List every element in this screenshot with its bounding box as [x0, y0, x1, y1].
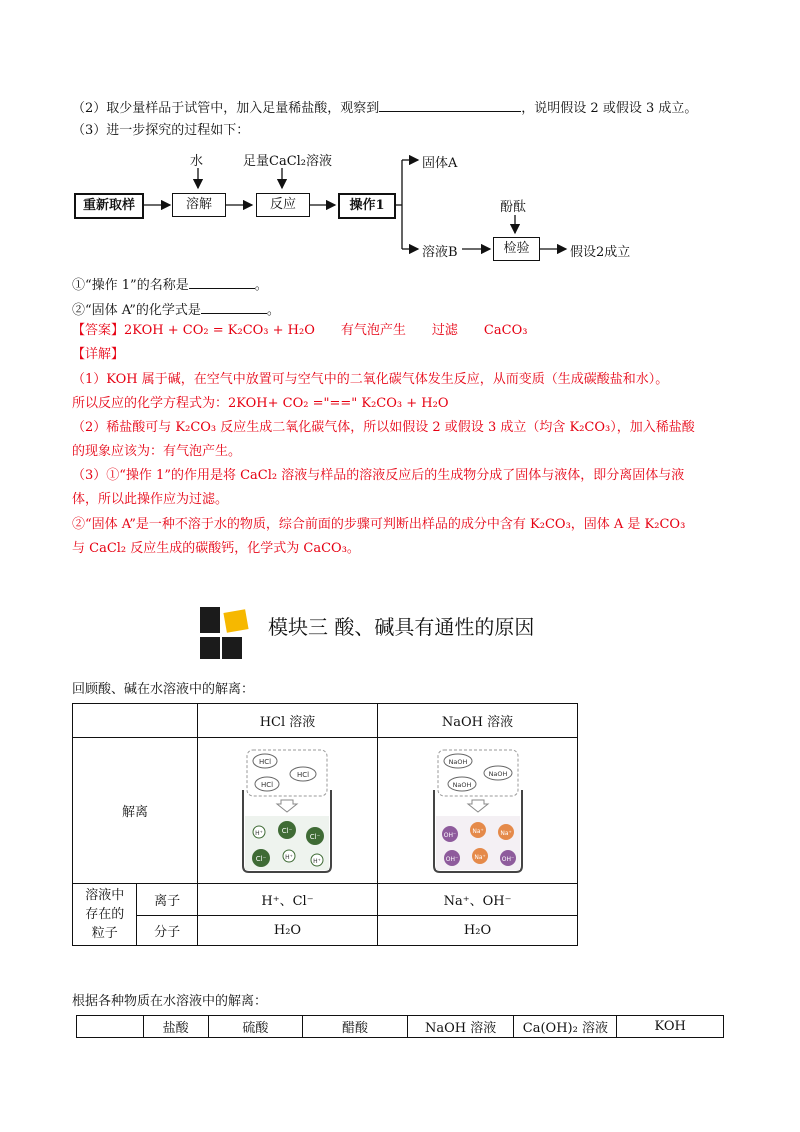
hcl-molecule-label: HCl [261, 780, 274, 789]
hydrogen-ion-label: H⁺ [313, 857, 322, 865]
sub-question-1-suffix: 。 [254, 278, 268, 293]
header-naoh: NaOH 溶液 [378, 704, 578, 738]
section-logo-icon [198, 603, 258, 665]
header-naoh-solution: NaOH 溶液 [407, 1016, 514, 1038]
answer-2: 有气泡产生 [340, 323, 406, 338]
detail-line-8: 与 CaCl₂ 反应生成的碳酸钙，化学式为 CaCO₃。 [72, 541, 360, 556]
hydrogen-ion-label: H⁺ [255, 829, 264, 837]
header-sulfuric-acid: 硫酸 [208, 1016, 303, 1038]
hcl-beaker-diagram [237, 746, 337, 876]
particles-group-label [73, 884, 137, 946]
detail-line-3: （2）稀盐酸可与 K₂CO₃ 反应生成二氧化碳气体，所以如假设 2 或假设 3 成立（均含 K₂CO₃），加入稀盐酸 [72, 420, 695, 435]
naoh-molecules-cell: H₂O [378, 916, 578, 946]
row-ions-label: 离子 [137, 884, 197, 916]
dissociation-table [72, 703, 578, 946]
naoh-dissociation-diagram [378, 738, 578, 884]
detail-line-7: ②“固体 A”是一种不溶于水的物质，综合前面的步骤可判断出样品的成分中含有 K₂CO₃，固体 A 是 K₂CO₃ [72, 517, 686, 532]
table-corner [73, 704, 198, 738]
answer-equation: 2KOH + CO₂ = K₂CO₃ + H₂O [124, 323, 315, 338]
resample-box: 重新取样 [74, 193, 144, 219]
answer-line [72, 322, 527, 340]
sub-question-1-prefix: ①“操作 1”的名称是 [72, 278, 189, 293]
answer-label: 【答案】 [72, 323, 125, 338]
water-label: 水 [190, 154, 204, 169]
particles-group-line: 溶液中 [85, 888, 125, 903]
solid-a-label: 固体A [422, 156, 458, 171]
header-acetic-acid: 醋酸 [303, 1016, 408, 1038]
cacl2-label: 足量CaCl₂溶液 [243, 154, 333, 169]
recall-text: 回顾酸、碱在水溶液中的解离： [72, 682, 255, 697]
header-caoh2-solution: Ca(OH)₂ 溶液 [514, 1016, 617, 1038]
answer-3: 过滤 [431, 323, 458, 338]
question-2-prefix: （2）取少量样品于试管中，加入足量稀盐酸，观察到 [72, 101, 380, 116]
substances-table [76, 1015, 724, 1038]
question-3: （3）进一步探究的过程如下： [72, 123, 250, 138]
hcl-ions-cell: H⁺、Cl⁻ [197, 884, 377, 916]
particles-group-line: 粒子 [91, 926, 118, 941]
hcl-molecule-label: HCl [297, 770, 310, 779]
naoh-beaker-diagram [428, 746, 528, 876]
hydroxide-ion-label: OH⁻ [445, 855, 458, 863]
particles-group-line: 存在的 [85, 907, 125, 922]
detail-line-4: 的现象应该为：有气泡产生。 [72, 444, 242, 459]
hcl-molecule-label: HCl [259, 757, 272, 766]
hypothesis2-label: 假设2成立 [570, 245, 631, 260]
row-molecules-label: 分子 [137, 916, 197, 946]
detail-line-6: 体，所以此操作应为过滤。 [72, 492, 229, 507]
sub-question-2-suffix: 。 [266, 303, 280, 318]
answer-4: CaCO₃ [483, 323, 528, 338]
row-dissociation-label: 解离 [73, 738, 198, 884]
detail-label: 【详解】 [72, 347, 125, 362]
answer-blank[interactable] [189, 275, 255, 289]
react-box: 反应 [256, 193, 310, 217]
hydroxide-ion-label: OH⁻ [443, 831, 456, 839]
phenolphthalein-label: 酚酞 [500, 200, 527, 215]
table-corner [77, 1016, 144, 1038]
sub-question-2-prefix: ②“固体 A”的化学式是 [72, 303, 201, 318]
chloride-ion-label: Cl⁻ [310, 832, 321, 841]
chloride-ion-label: Cl⁻ [256, 854, 267, 863]
naoh-molecule-label: NaOH [452, 780, 471, 789]
according-text: 根据各种物质在水溶液中的解离： [72, 994, 268, 1009]
detail-line-1: （1）KOH 属于碱，在空气中放置可与空气中的二氧化碳气体发生反应，从而变质（生成碳酸盐和水）。 [72, 372, 669, 387]
detail-line-5: （3）①“操作 1”的作用是将 CaCl₂ 溶液与样品的溶液反应后的生成物分成了固体与液体，即分离固体与液 [72, 468, 685, 483]
header-hcl: HCl 溶液 [197, 704, 377, 738]
operation1-box: 操作1 [338, 193, 396, 219]
naoh-molecule-label: NaOH [448, 757, 467, 766]
header-hydrochloric-acid: 盐酸 [143, 1016, 208, 1038]
hydrogen-ion-label: H⁺ [285, 853, 294, 861]
solution-b-label: 溶液B [422, 245, 458, 260]
sodium-ion-label: Na⁺ [471, 827, 484, 835]
chloride-ion-label: Cl⁻ [282, 826, 293, 835]
hydroxide-ion-label: OH⁻ [501, 855, 514, 863]
sodium-ion-label: Na⁺ [473, 853, 486, 861]
detail-line-2: 所以反应的化学方程式为：2KOH+ CO₂ ="==" K₂CO₃ + H₂O [72, 396, 449, 411]
hcl-molecules-cell: H₂O [197, 916, 377, 946]
section-title: 模块三 酸、碱具有通性的原因 [268, 615, 535, 639]
naoh-ions-cell: Na⁺、OH⁻ [378, 884, 578, 916]
answer-blank[interactable] [201, 300, 267, 314]
test-box: 检验 [493, 237, 540, 261]
question-2-suffix: ，说明假设 2 或假设 3 成立。 [521, 101, 698, 116]
sub-question-2 [72, 300, 280, 320]
hcl-dissociation-diagram [197, 738, 377, 884]
dissolve-box: 溶解 [172, 193, 226, 217]
sodium-ion-label: Na⁺ [499, 829, 512, 837]
naoh-molecule-label: NaOH [488, 769, 507, 778]
sub-question-1 [72, 275, 268, 295]
header-koh: KOH [617, 1016, 724, 1038]
